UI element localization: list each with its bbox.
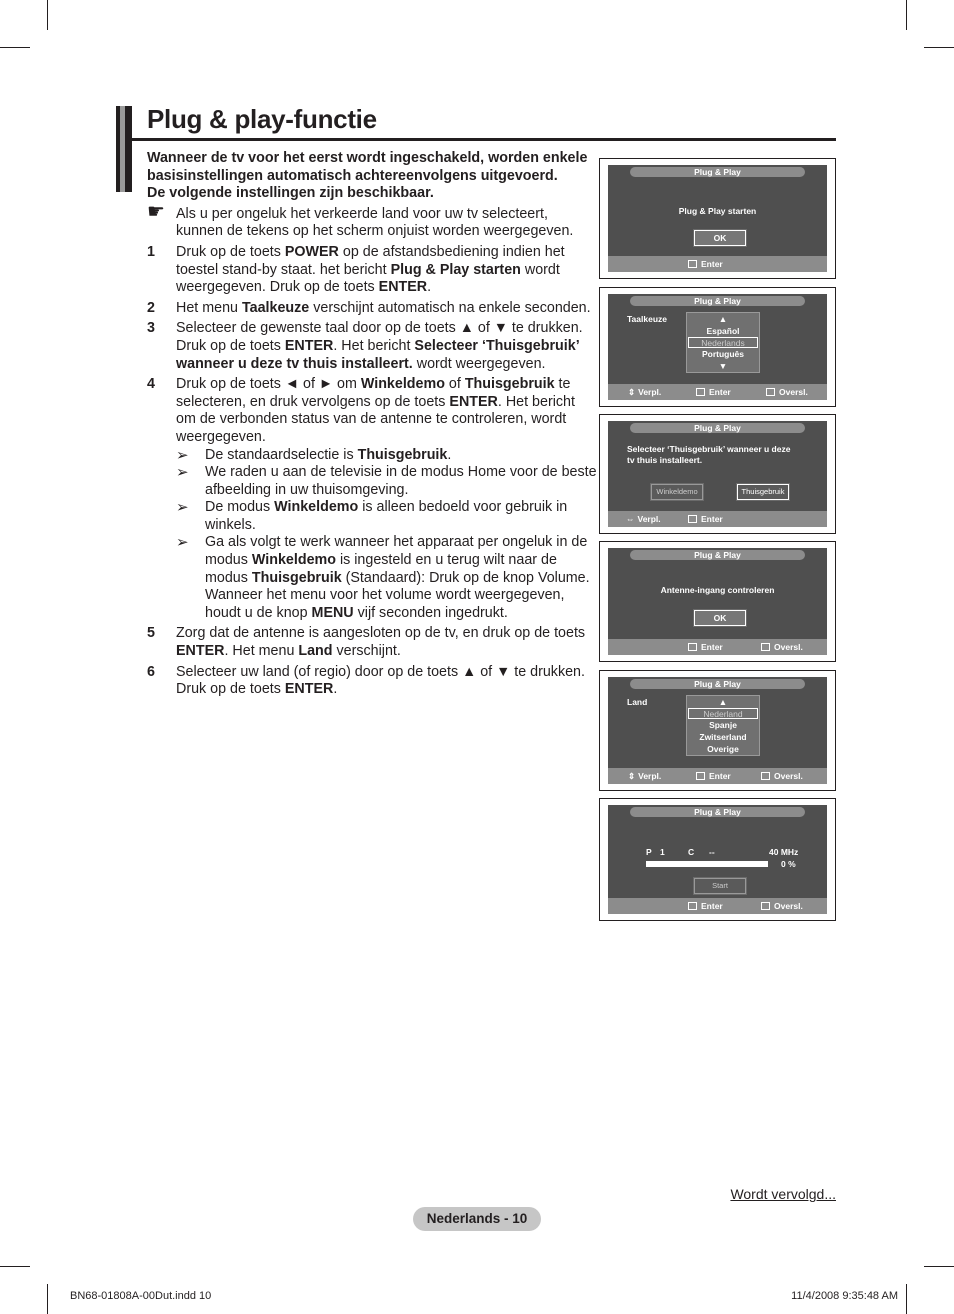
note-paragraph [147,200,597,241]
step-text: . Het bericht [333,337,415,354]
step-text: Druk op de toets ◄ of ► om [176,376,361,393]
step-keyword: Winkeldemo [360,376,445,393]
list-item[interactable]: Español [706,326,740,336]
crop-mark [47,1284,48,1314]
crop-mark [0,47,30,48]
skip-label: Oversl. [774,771,803,781]
step-keyword: Thuisgebruik [464,376,555,393]
skip-label: Oversl. [774,642,803,652]
osd-screen-mode [599,414,836,534]
osd-message: Plug & Play starten [678,206,757,216]
title-accent-stripe [120,106,125,192]
step-2 [147,300,597,318]
enter-hint [688,639,723,655]
page-number-badge: Nederlands - 10 [413,1207,541,1231]
enter-hint [696,768,731,784]
menu-icon [761,643,770,651]
step-text: wordt weergegeven. Druk op de toets [176,261,560,296]
osd-header: Plug & Play [630,807,805,817]
subnote-text: De standaardselectie is [205,446,358,463]
crop-mark [47,0,48,30]
enter-icon [696,772,705,780]
menu-icon [761,772,770,780]
enter-label: Enter [701,642,723,652]
step-keyword: ENTER [378,279,428,296]
osd-footer [608,511,827,527]
enter-label: Enter [709,771,731,781]
main-text [147,150,597,699]
down-arrow-icon[interactable]: ▼ [718,361,728,371]
step-text: op de afstandsbediening indien het toestel stand-by staat. het bericht [176,243,565,278]
step-keyword: Plug & Play starten [390,261,521,278]
start-button[interactable]: Start [694,878,746,894]
crop-mark [0,1266,30,1267]
osd-footer [608,768,827,784]
subnote-keyword: Winkeldemo [251,552,336,569]
enter-label: Enter [701,901,723,911]
enter-hint [696,384,731,400]
program-label: P [646,847,652,857]
enter-icon [688,902,697,910]
crop-mark [924,1266,954,1267]
step-text: . [333,681,338,698]
list-item-selected[interactable]: Nederland [688,708,758,719]
arrow-icon: ➢ [176,499,189,517]
step-4-subnote [176,534,597,622]
step-text: . Het menu [224,643,299,660]
ok-button[interactable]: OK [694,230,746,246]
subnote-keyword: Thuisgebruik [357,446,448,463]
osd-message: Antenne-ingang controleren [660,585,775,595]
arrow-icon: ➢ [176,534,189,552]
subnote-text: (Standaard): Druk op de knop Volume. Wanneer het menu voor het volume wordt weergegeven, houdt u de knop [205,569,590,621]
step-4 [147,376,597,446]
osd-screen [608,294,827,400]
step-6 [147,664,597,699]
osd-screen [608,548,827,655]
subnote-keyword: MENU [311,604,354,621]
step-text: Selecteer de gewenste taal door op de toets ▲ of ▼ te drukken. Druk op de toets [176,320,583,354]
skip-hint [761,898,803,914]
footer-date: 11/4/2008 9:35:48 AM [791,1290,898,1302]
osd-header: Plug & Play [630,296,805,306]
enter-hint [688,898,723,914]
osd-screen-plug-play-start [599,158,836,279]
updown-icon: ⇕ [628,387,636,397]
ok-button[interactable]: OK [694,610,746,626]
osd-header: Plug & Play [630,550,805,560]
skip-hint [766,384,808,400]
osd-footer [608,384,827,400]
osd-screen [608,677,827,784]
enter-label: Enter [709,387,731,397]
step-text: of [444,376,465,393]
frequency: 40 MHz [769,847,799,857]
subnote-text: is ingesteld en u terug wilt naar de modus [205,552,557,586]
subnote-text: vijf seconden ingedrukt. [353,604,508,621]
step-keyword: Taalkeuze [241,299,310,316]
osd-screen [608,165,827,272]
enter-icon [688,260,697,268]
arrow-icon: ➢ [176,464,189,482]
step-number: 1 [147,243,155,260]
step-text: Zorg dat de antenne is aangesloten op de tv, en druk op de toets [176,625,586,642]
step-number: 2 [147,299,155,316]
osd-label: Land [627,697,648,707]
crop-mark [906,1284,907,1314]
subnote-keyword: Thuisgebruik [251,569,342,586]
pointing-hand-icon: ☛ [147,200,165,223]
progress-bar [646,861,768,867]
enter-icon [696,388,705,396]
osd-screen-language [599,287,836,407]
subnote-text: is alleen bedoeld voor gebruik in winkels. [205,499,568,533]
subnote-text: Ga als volgt te werk wanneer het apparaat per ongeluk in de modus [205,534,588,569]
intro-line1: Wanneer de tv voor het eerst wordt ingeschakeld, worden enkele basisinstellingen automatisch achtereenvolgens uitgevoerd. [147,150,588,184]
move-label: Verpl. [638,771,662,781]
menu-icon [766,388,775,396]
enter-hint [688,256,723,272]
osd-screen-country [599,670,836,791]
enter-label: Enter [701,259,723,269]
step-text: verschijnt automatisch na enkele seconden. [309,299,591,316]
step-4-subnote [176,499,597,534]
step-number: 6 [147,663,155,680]
title-rule [132,138,836,141]
crop-mark [906,0,907,30]
step-keyword: POWER [284,243,339,260]
progress-percent: 0 % [781,859,796,869]
step-number: 4 [147,376,155,393]
list-item[interactable]: Overige [707,744,739,754]
osd-screen [608,421,827,527]
step-keyword: ENTER [284,337,334,354]
subnote-text: We raden u aan de televisie in de modus Home voor de beste afbeelding in uw thuisomgeving. [205,464,597,498]
step-4-subnote [176,447,597,465]
osd-screen-scan [599,798,836,921]
enter-hint [688,511,723,527]
step-text: Het menu [176,299,242,316]
osd-screen [608,805,827,914]
step-5 [147,625,597,660]
move-hint [628,768,661,784]
skip-label: Oversl. [779,387,808,397]
osd-footer [608,639,827,655]
channel-label: C [688,847,695,857]
skip-label: Oversl. [774,901,803,911]
step-number: 3 [147,320,155,337]
note-text: Als u per ongeluk het verkeerde land voor uw tv selecteert, kunnen de tekens op het scherm onjuist worden weergegeven. [176,205,574,240]
list-item[interactable]: Português [701,349,745,359]
step-text: wordt weergegeven. [412,355,546,372]
subnote-keyword: Winkeldemo [274,499,359,516]
page-title: Plug & play-functie [147,104,377,134]
skip-hint [761,768,803,784]
step-keyword: Land [298,643,333,660]
step-text: . [427,279,432,296]
osd-header: Plug & Play [630,679,805,689]
thuisgebruik-button[interactable]: Thuisgebruik [737,484,789,500]
enter-label: Enter [701,514,723,524]
updown-icon: ⇕ [628,771,636,781]
step-1 [147,244,597,297]
list-item[interactable]: Zwitserland [699,732,747,742]
intro-line2: De volgende instellingen zijn beschikbaar. [147,185,434,202]
osd-header: Plug & Play [630,167,805,177]
move-hint [628,384,661,400]
enter-icon [688,515,697,523]
country-list[interactable] [686,695,760,756]
osd-message: Selecteer ‘Thuisgebruik’ wanneer u deze tv thuis installeert. [627,444,791,465]
enter-icon [688,643,697,651]
step-text: . Het bericht om de verbonden status van de antenne te controleren, wordt weergegeven. [176,393,575,445]
step-text: Selecteer uw land (of regio) door op de toets ▲ of ▼ te drukken. Druk op de toets [176,663,585,698]
step-number: 5 [147,625,155,642]
footer-file: BN68-01808A-00Dut.indd 10 [70,1290,212,1302]
arrow-icon: ➢ [176,446,189,464]
move-label: Verpl. [638,387,662,397]
channel-value: -- [709,847,715,857]
step-keyword: ENTER [449,393,498,410]
move-label: Verpl. [637,514,661,524]
continued-link[interactable]: Wordt vervolgd... [730,1186,836,1202]
program-number: 1 [660,847,665,857]
crop-mark [924,47,954,48]
step-4-subnote [176,464,597,499]
leftright-icon: ⇔ [626,514,635,524]
step-keyword: ENTER [284,681,334,698]
osd-header: Plug & Play [630,423,805,433]
step-text: te selecteren, en druk vervolgens op de toets [176,376,571,410]
skip-hint [761,639,803,655]
step-text: verschijnt. [332,643,401,660]
subnote-text: . [447,446,452,463]
osd-label: Taalkeuze [627,314,668,324]
language-list[interactable] [686,312,760,373]
subnote-text: De modus [205,499,275,516]
menu-icon [761,902,770,910]
osd-screen-antenna [599,541,836,662]
list-item-selected[interactable]: Nederlands [688,337,758,348]
up-arrow-icon[interactable]: ▲ [718,314,728,324]
winkeldemo-button[interactable]: Winkeldemo [651,484,703,500]
step-text: Druk op de toets [176,243,285,260]
osd-footer [608,898,827,914]
osd-footer [608,256,827,272]
move-hint [626,511,661,527]
intro-text [147,150,597,203]
list-item[interactable]: Spanje [709,720,737,730]
step-3 [147,320,597,373]
step-keyword: ENTER [176,643,225,660]
up-arrow-icon[interactable]: ▲ [718,697,728,707]
step-keyword: Selecteer ‘Thuisgebruik’ wanneer u deze tv thuis installeert. [176,337,579,372]
